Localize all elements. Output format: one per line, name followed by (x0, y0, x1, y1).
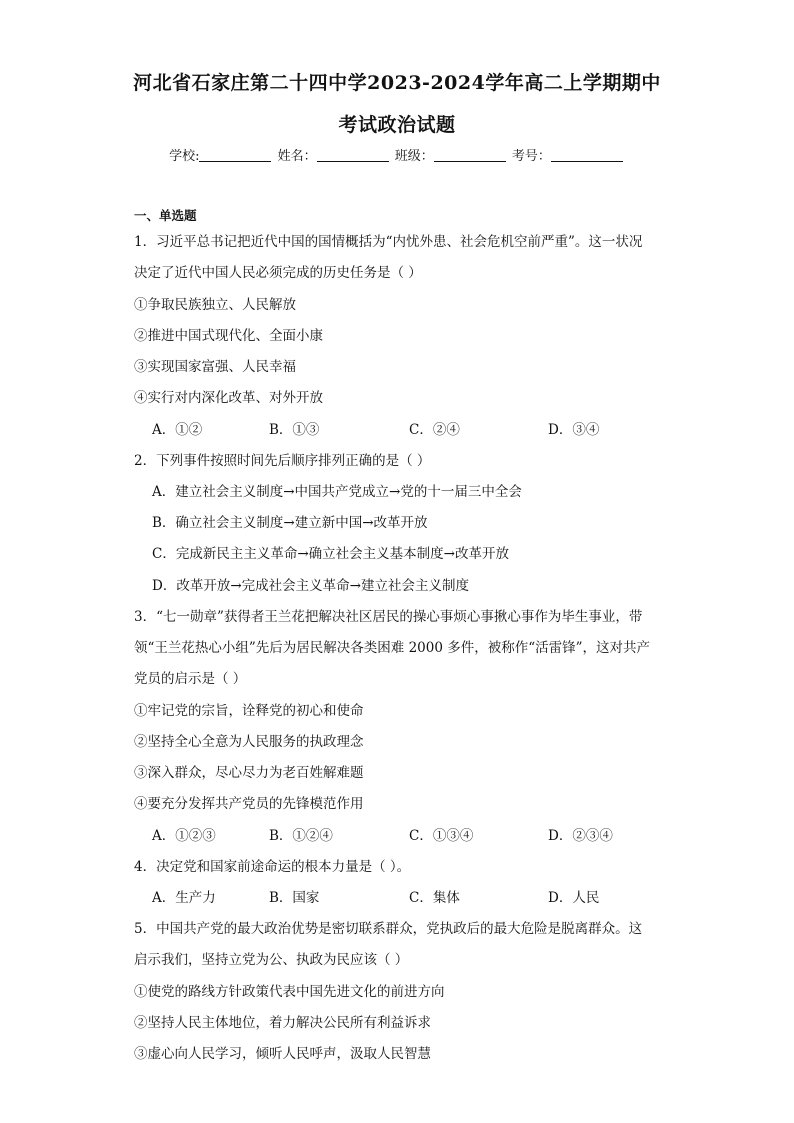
q5-stem-line1: 5．中国共产党的最大政治优势是密切联系群众，党执政后的最大危险是脱离群众。这 (134, 921, 643, 937)
q3-item-2: ②坚持全心全意为人民服务的执政理念 (134, 734, 364, 750)
q5-stem-line2: 启示我们，坚持立党为公、执政为民应该（ ） (134, 952, 409, 968)
q1-option-c[interactable]: C．②④ (409, 422, 460, 438)
q5-item-1: ①使党的路线方针政策代表中国先进文化的前进方向 (134, 984, 445, 1000)
q2-choice-d[interactable]: D．改革开放→完成社会主义革命→建立社会主义制度 (152, 578, 469, 594)
q4-option-d[interactable]: D．人民 (548, 890, 600, 906)
q1-item-1: ①争取民族独立、人民解放 (134, 297, 296, 313)
q2-choice-c[interactable]: C．完成新民主主义革命→确立社会主义基本制度→改革开放 (152, 546, 509, 562)
q3-stem-line2: 领“王兰花热心小组”先后为居民解决各类困难 2000 多件，被称作“活雷锋”，这对共产 (134, 640, 651, 656)
q1-item-3: ③实现国家富强、人民幸福 (134, 359, 296, 375)
q3-option-d[interactable]: D．②③④ (548, 828, 613, 844)
q4-option-c[interactable]: C．集体 (409, 890, 460, 906)
exam-title-line2: 考试政治试题 (338, 114, 456, 136)
q1-option-b[interactable]: B．①③ (269, 422, 320, 438)
student-info-row (0, 145, 794, 164)
school-blank (199, 149, 271, 162)
q3-option-b[interactable]: B．①②④ (269, 828, 333, 844)
q1-option-a[interactable]: A．①② (152, 422, 203, 438)
q1-item-2: ②推进中国式现代化、全面小康 (134, 328, 323, 344)
q3-option-c[interactable]: C．①③④ (409, 828, 474, 844)
q3-item-4: ④要充分发挥共产党员的先锋模范作用 (134, 796, 364, 812)
q1-option-d[interactable]: D．③④ (548, 422, 600, 438)
q3-item-1: ①牢记党的宗旨，诠释党的初心和使命 (134, 703, 364, 719)
q2-choice-b[interactable]: B．确立社会主义制度→建立新中国→改革开放 (152, 515, 428, 531)
name-label: 姓名： (277, 149, 317, 164)
q4-option-a[interactable]: A．生产力 (152, 890, 216, 906)
exam-number-label: 考号： (511, 149, 551, 164)
q3-stem-line3: 党员的启示是（ ） (134, 671, 247, 687)
q1-item-4: ④实行对内深化改革、对外开放 (134, 390, 323, 406)
q4-option-b[interactable]: B．国家 (269, 890, 320, 906)
name-blank (317, 149, 389, 162)
q2-choice-a[interactable]: A．建立社会主义制度→中国共产党成立→党的十一届三中全会 (152, 484, 522, 500)
class-label: 班级： (394, 149, 434, 164)
q1-stem-line1: 1．习近平总书记把近代中国的国情概括为“内忧外患、社会危机空前严重”。这一状况 (134, 234, 643, 250)
exam-title-line1: 河北省石家庄第二十四中学2023-2024学年高二上学期期中 (133, 72, 661, 94)
q5-item-3: ③虚心向人民学习，倾听人民呼声，汲取人民智慧 (134, 1046, 431, 1062)
class-blank (434, 149, 506, 162)
school-label: 学校: (169, 149, 200, 164)
q3-option-a[interactable]: A．①②③ (152, 828, 216, 844)
q3-stem-line1: 3．“七一勋章”获得者王兰花把解决社区居民的操心事烦心事揪心事作为毕生事业，带 (134, 609, 643, 625)
q1-stem-line2: 决定了近代中国人民必须完成的历史任务是（ ） (134, 265, 422, 281)
exam-number-blank (551, 149, 623, 162)
q3-item-3: ③深入群众，尽心尽力为老百姓解难题 (134, 765, 364, 781)
q2-stem: 2．下列事件按照时间先后顺序排列正确的是（ ） (134, 453, 431, 469)
q4-stem: 4．决定党和国家前途命运的根本力量是（ ）。 (134, 859, 411, 875)
section-title: 一、单选题 (134, 208, 197, 223)
q5-item-2: ②坚持人民主体地位，着力解决公民所有利益诉求 (134, 1015, 431, 1031)
